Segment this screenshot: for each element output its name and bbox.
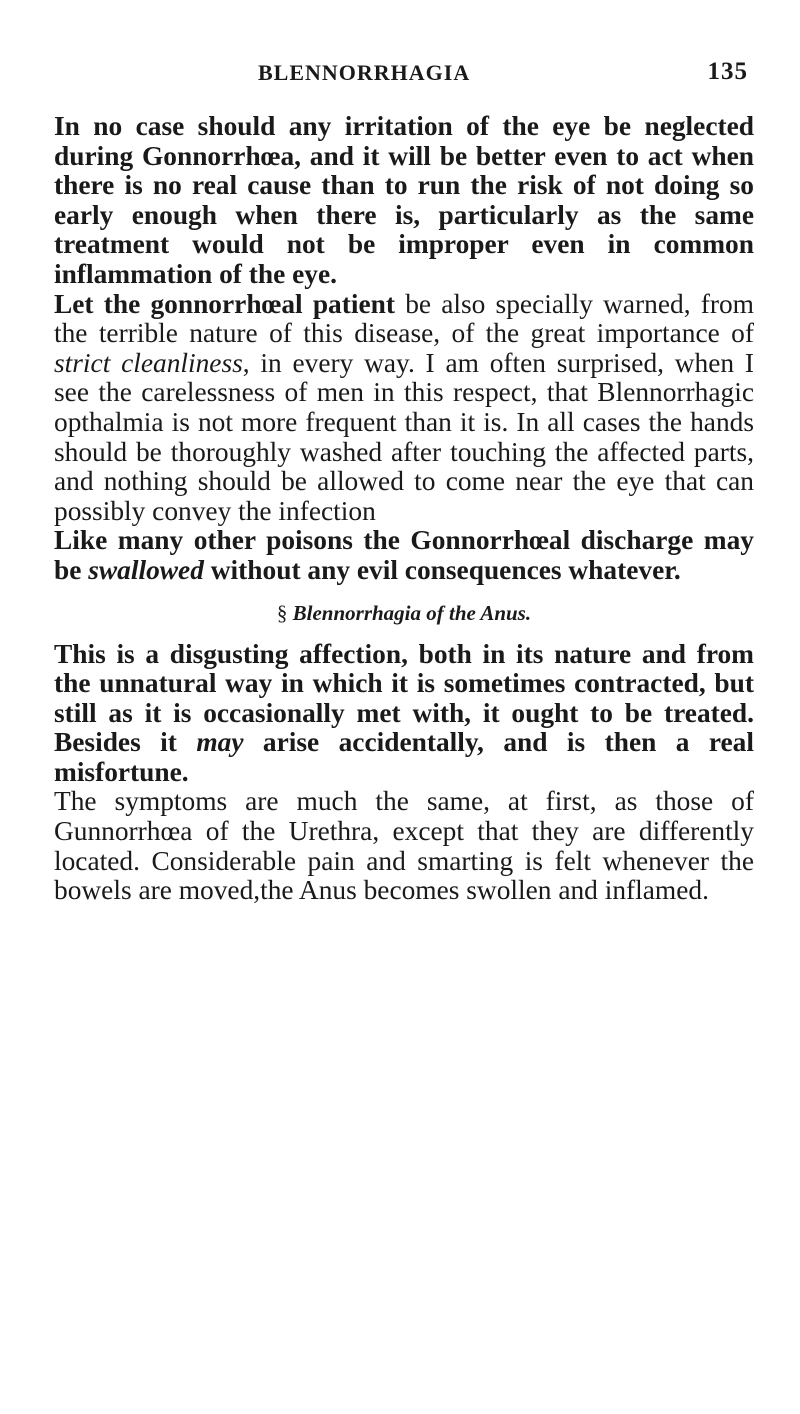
paragraph-text-after: without any evil consequences whatever.	[203, 554, 681, 585]
paragraph-symptoms	[54, 787, 754, 905]
running-head	[258, 60, 748, 94]
body-text	[54, 112, 754, 906]
paragraph-text-after: arise accidentally, and is then a real misfortune.	[54, 727, 754, 787]
paragraph-cleanliness	[54, 290, 754, 527]
paragraph-text-before: This is a disgusting affection, both in its nature and from the unnatural way in which it is sometimes contracted, but still as it is occasionally met with, it ought to be treated. Besides it	[54, 638, 754, 758]
running-head-title: BLENNORRHAGIA	[258, 60, 471, 85]
emphasis-may: may	[196, 727, 244, 758]
paragraph-text-lead: Let the gonnorrhœal patient	[54, 288, 395, 319]
section-mark: §	[276, 600, 288, 625]
paragraph-text: In no case should any irritation of the eye be neglected during Gonnorrhœa, and it will be better even to act when there is no real cause than to run the risk of not doing so early enough when there is, particularly as the same treatment would not be improper even in common inflammation of the eye.	[54, 111, 754, 289]
page-number: 135	[707, 58, 748, 85]
paragraph-anus-affection	[54, 640, 754, 788]
paragraph-text-before: be also specially warned, from the terrible nature of this disease, of the great importance of	[54, 288, 754, 349]
section-heading	[54, 600, 754, 626]
paragraph-eye-irritation	[54, 112, 754, 290]
paragraph-text: The symptoms are much the same, at first, as those of Gunnorrhœa of the Urethra, except that they are differently located. Considerable pain and smarting is felt whenever the bowels are moved,the Anus becomes swollen and inflamed.	[54, 786, 754, 906]
paragraph-text-before: Like many other poisons the Gonnorrhœal discharge may be	[54, 525, 754, 585]
emphasis-swallowed: swallowed	[88, 554, 204, 585]
paragraph-text-after: , in every way. I am often surprised, when I see the carelessness of men in this respect, that Blennorrhagic opthalmia is not more frequent than it is. In all cases the hands should be thoroughly washed after touching the affected parts, and nothing should be allowed to come near the eye that can possibly convey the infection	[54, 347, 754, 526]
emphasis-strict-cleanliness: strict cleanliness	[54, 347, 243, 378]
paragraph-swallowed	[54, 526, 754, 585]
section-title: Blennorrhagia of the Anus.	[292, 600, 532, 625]
